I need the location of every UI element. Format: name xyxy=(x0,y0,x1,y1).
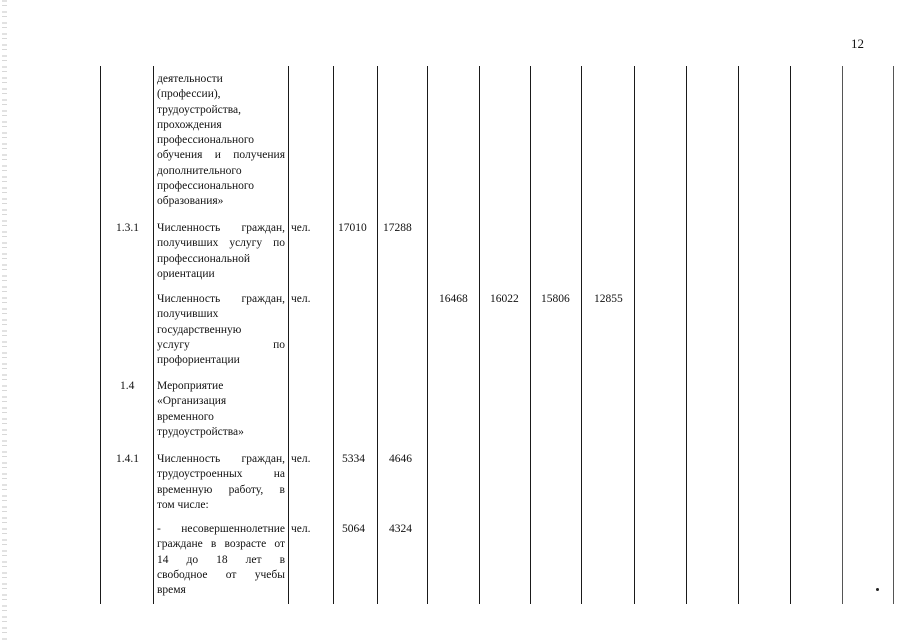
scan-speck xyxy=(876,588,879,591)
table-row-description xyxy=(157,72,285,210)
description-line: профессиональной xyxy=(157,252,251,265)
column-rule xyxy=(842,66,843,604)
description-line: (профессии), xyxy=(157,88,221,101)
column-rule xyxy=(790,66,791,604)
value-cell: 16468 xyxy=(439,293,468,305)
description-line: Численность граждан, xyxy=(157,222,285,234)
value-cell: 15806 xyxy=(541,293,570,305)
column-rule xyxy=(530,66,531,604)
description-line: граждане в возрасте от xyxy=(157,538,285,551)
table-row-description xyxy=(157,379,285,440)
description-line: временную работу, в xyxy=(157,483,285,496)
value-cell: 5064 xyxy=(342,523,365,535)
table-row-description xyxy=(157,221,285,282)
description-line: профессионального xyxy=(157,134,255,147)
description-line: ориентации xyxy=(157,267,215,280)
column-rule xyxy=(738,66,739,604)
description-line: свободное от учебы xyxy=(157,568,285,581)
description-line: Численность граждан, xyxy=(157,453,285,465)
description-line: государственную xyxy=(157,323,242,336)
value-cell: 4324 xyxy=(389,523,412,535)
description-line: получивших услугу по xyxy=(157,237,285,250)
column-rule xyxy=(479,66,480,604)
description-line: временного xyxy=(157,410,214,423)
description-line: трудоустройства, xyxy=(157,103,242,116)
row-code: 1.4 xyxy=(120,380,135,392)
value-cell: 17288 xyxy=(383,222,412,234)
description-line: услугу по xyxy=(157,338,285,351)
description-line: трудоустроенных на xyxy=(157,468,285,481)
table-row-description xyxy=(157,452,285,513)
value-cell: 4646 xyxy=(389,453,412,465)
description-line: время xyxy=(157,584,186,597)
row-unit: чел. xyxy=(291,453,311,465)
description-line: 14 до 18 лет в xyxy=(157,553,285,566)
column-rule xyxy=(893,66,894,604)
description-line: - несовершеннолетние xyxy=(157,523,285,535)
column-rule xyxy=(377,66,378,604)
table-row-description xyxy=(157,522,285,598)
column-rule xyxy=(153,66,154,604)
row-unit: чел. xyxy=(291,523,311,535)
value-cell: 12855 xyxy=(594,293,623,305)
description-line: профессионального xyxy=(157,180,255,193)
value-cell: 5334 xyxy=(342,453,365,465)
column-rule xyxy=(288,66,289,604)
value-cell: 17010 xyxy=(338,222,367,234)
description-line: обучения и получения xyxy=(157,149,285,162)
description-line: деятельности xyxy=(157,73,223,85)
page-number: 12 xyxy=(851,36,864,51)
description-line: Численность граждан, xyxy=(157,293,285,305)
column-rule xyxy=(100,66,101,604)
description-line: Мероприятие xyxy=(157,380,224,392)
row-unit: чел. xyxy=(291,293,311,305)
row-code: 1.4.1 xyxy=(116,453,139,465)
column-rule xyxy=(427,66,428,604)
column-rule xyxy=(333,66,334,604)
description-line: профориентации xyxy=(157,354,240,367)
row-code: 1.3.1 xyxy=(116,222,139,234)
description-line: получивших xyxy=(157,308,219,321)
description-line: трудоустройства» xyxy=(157,425,244,438)
column-rule xyxy=(686,66,687,604)
scan-edge-artifact xyxy=(2,0,7,640)
description-line: том числе: xyxy=(157,498,209,511)
description-line: «Организация xyxy=(157,395,227,408)
description-line: образования» xyxy=(157,195,224,208)
description-line: дополнительного xyxy=(157,164,242,177)
description-line: прохождения xyxy=(157,118,222,131)
row-unit: чел. xyxy=(291,222,311,234)
column-rule xyxy=(634,66,635,604)
value-cell: 16022 xyxy=(490,293,519,305)
table-row-description xyxy=(157,292,285,368)
column-rule xyxy=(581,66,582,604)
